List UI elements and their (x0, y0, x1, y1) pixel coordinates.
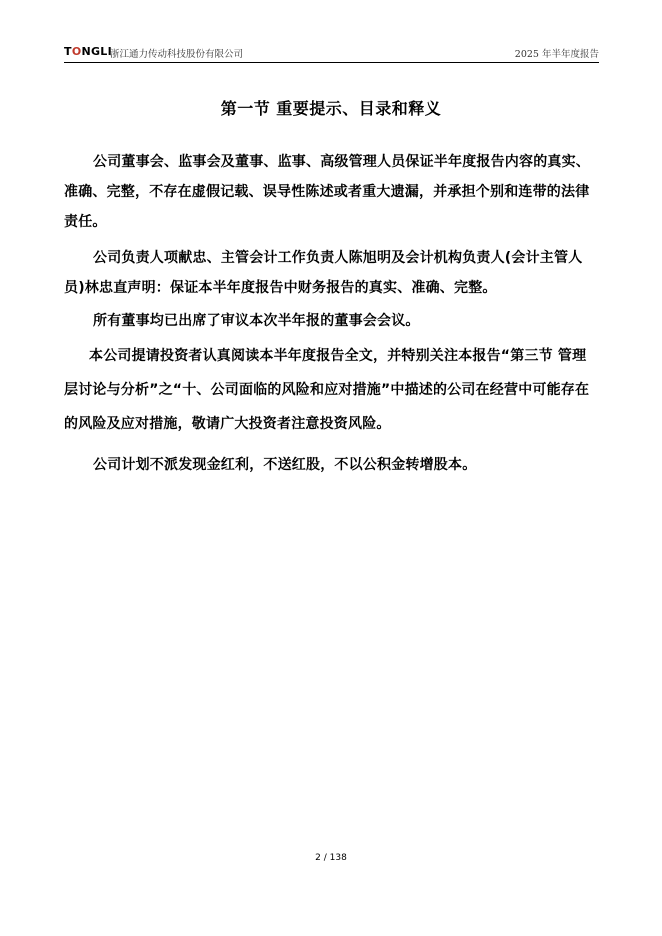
header-report-title: 2025 年半年度报告 (514, 49, 599, 60)
company-logo: TONGLI (64, 45, 113, 58)
paragraph-responsible-persons: 公司负责人项献忠、主管会计工作负责人陈旭明及会计机构负责人(会计主管人员)林忠直声明：保证本半年度报告中财务报告的真实、准确、完整。 (64, 250, 583, 296)
paragraph-board-guarantee: 公司董事会、监事会及董事、监事、高级管理人员保证半年度报告内容的真实、准确、完整，不存在虚假记载、误导性陈述或者重大遗漏，并承担个别和连带的法律责任。 (64, 154, 590, 230)
page-header (64, 44, 599, 63)
paragraph-dividend-plan: 公司计划不派发现金红利，不送红股，不以公积金转增股本。 (93, 457, 477, 473)
header-company-name: 浙江通力传动科技股份有限公司 (110, 49, 244, 60)
paragraph-director-attendance: 所有董事均已出席了审议本次半年报的董事会会议。 (93, 313, 420, 329)
paragraph-risk-notice: 本公司提请投资者认真阅读本半年度报告全文，并特别关注本报告“第三节 管理层讨论与分析”之“十、公司面临的风险和应对措施”中描述的公司在经营中可能存在的风险及应对措施，敬请广大投资者注意投资风险。 (64, 348, 590, 432)
section-title: 第一节 重要提示、目录和释义 (220, 99, 442, 118)
page-number: 2 / 138 (315, 853, 347, 863)
